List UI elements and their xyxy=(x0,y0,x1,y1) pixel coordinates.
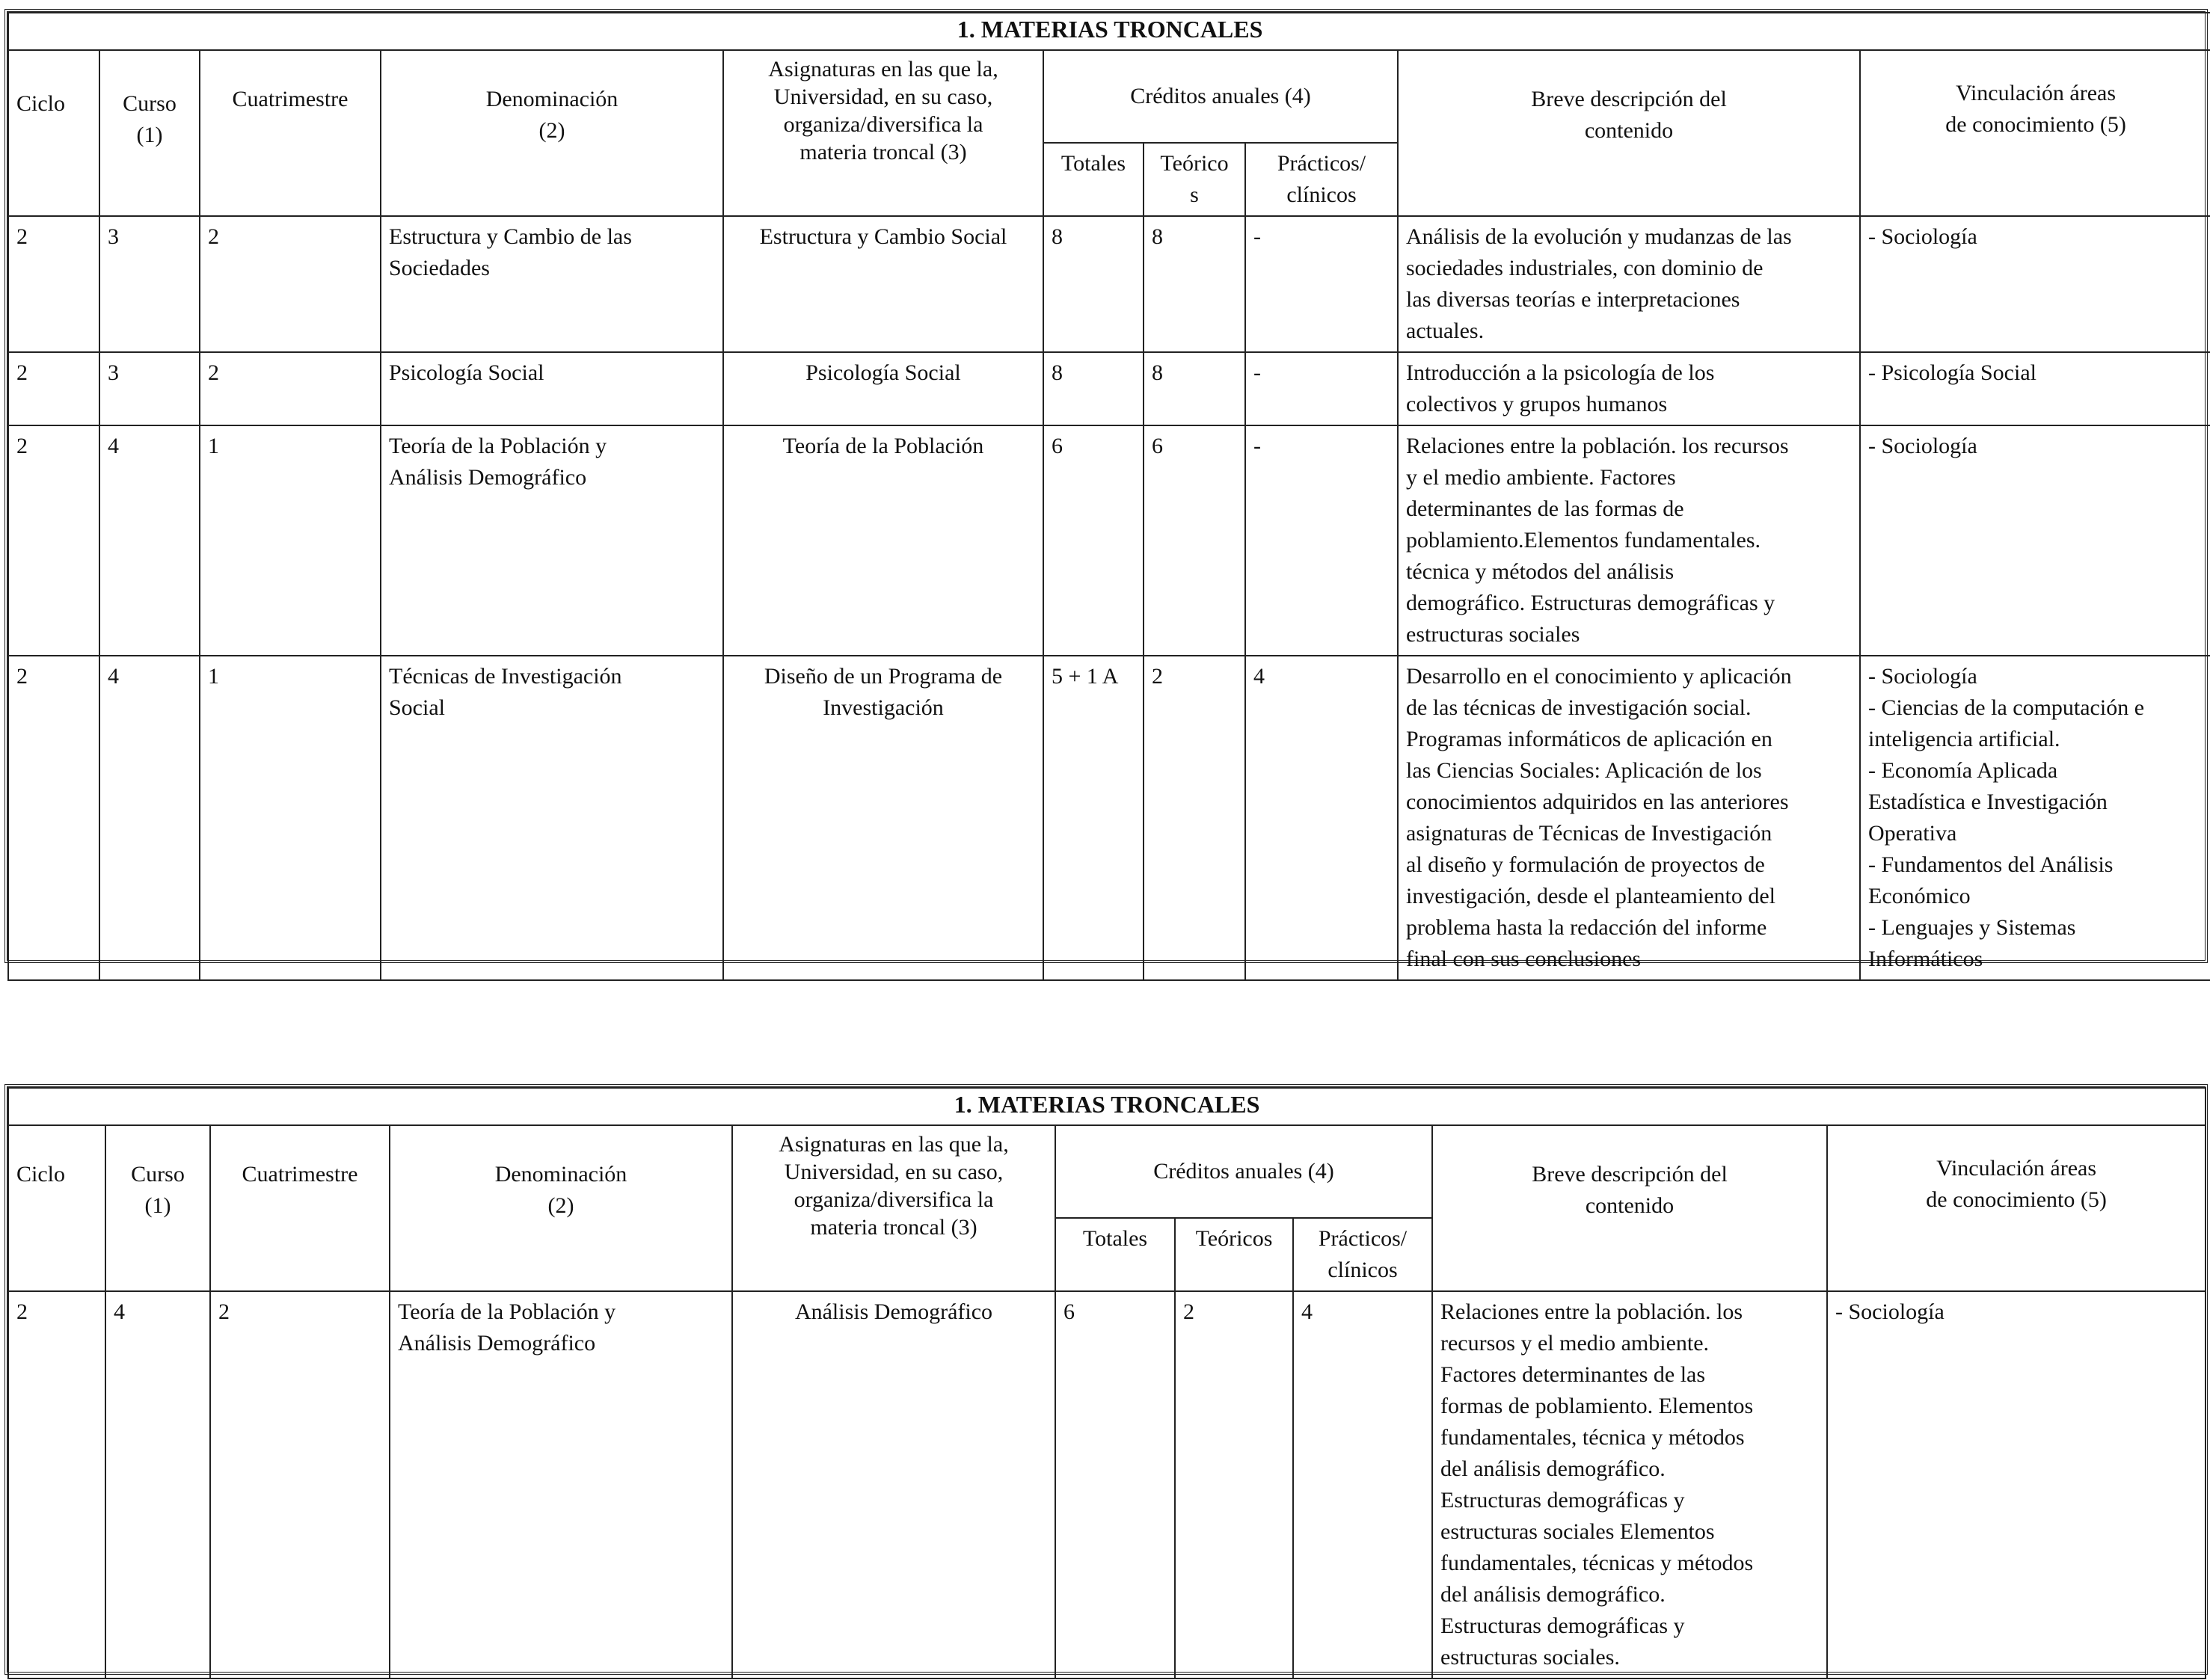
cell-cuatrimestre: 1 xyxy=(200,656,381,980)
cell-teoricos: 2 xyxy=(1144,656,1245,980)
cell-practicos: - xyxy=(1245,425,1398,656)
table-title: 1. MATERIAS TRONCALES xyxy=(8,13,2210,50)
cell-ciclo: 2 xyxy=(8,656,99,980)
header-creditos: Créditos anuales (4) xyxy=(1043,50,1398,143)
cell-totales: 8 xyxy=(1043,216,1144,352)
cell-practicos: 4 xyxy=(1293,1291,1432,1679)
cell-denominacion: Teoría de la Población y Análisis Demográfico xyxy=(381,425,723,656)
header-curso: Curso (1) xyxy=(99,50,200,216)
header-practicos: Prácticos/ clínicos xyxy=(1245,143,1398,216)
cell-cuatrimestre: 2 xyxy=(210,1291,390,1679)
cell-cuatrimestre: 2 xyxy=(200,216,381,352)
table-row xyxy=(8,352,2210,425)
cell-ciclo: 2 xyxy=(8,425,99,656)
header-asignaturas: Asignaturas en las que la, Universidad, en su caso, organiza/diversifica la materia troncal (3) xyxy=(723,50,1043,216)
cell-practicos: 4 xyxy=(1245,656,1398,980)
cell-asignatura: Psicología Social xyxy=(723,352,1043,425)
header-descripcion: Breve descripción del contenido xyxy=(1398,50,1860,216)
cell-practicos: - xyxy=(1245,216,1398,352)
cell-totales: 6 xyxy=(1055,1291,1175,1679)
materias-troncales-table-2 xyxy=(4,1084,2208,1675)
header-curso: Curso (1) xyxy=(105,1125,210,1291)
table-row xyxy=(8,656,2210,980)
header-ciclo: Ciclo xyxy=(8,50,99,216)
cell-totales: 6 xyxy=(1043,425,1144,656)
cell-practicos: - xyxy=(1245,352,1398,425)
header-vinculacion: Vinculación áreas de conocimiento (5) xyxy=(1860,50,2210,216)
cell-descripcion: Relaciones entre la población. los recursos y el medio ambiente. Factores determinantes de las formas de poblamiento. Elementos fundamentales, técnica y métodos del análisis demográfico. Estructuras demográficas y estructuras sociales Elementos fundamentales, técnicas y métodos del análisis demográfico. Estructuras demográficas y estructuras sociales. xyxy=(1432,1291,1827,1679)
cell-asignatura: Diseño de un Programa de Investigación xyxy=(723,656,1043,980)
cell-teoricos: 6 xyxy=(1144,425,1245,656)
cell-descripcion: Introducción a la psicología de los colectivos y grupos humanos xyxy=(1398,352,1860,425)
header-denominacion: Denominación (2) xyxy=(390,1125,732,1291)
cell-asignatura: Análisis Demográfico xyxy=(732,1291,1055,1679)
header-cuatrimestre: Cuatrimestre xyxy=(210,1125,390,1291)
header-creditos: Créditos anuales (4) xyxy=(1055,1125,1432,1218)
cell-denominacion: Psicología Social xyxy=(381,352,723,425)
cell-curso: 4 xyxy=(99,425,200,656)
cell-vinculacion: - Sociología - Ciencias de la computación e inteligencia artificial. - Economía Aplicada Estadística e Investigación Operativa - Fundamentos del Análisis Económico - Lenguajes y Sistemas Informáticos xyxy=(1860,656,2210,980)
cell-cuatrimestre: 2 xyxy=(200,352,381,425)
cell-ciclo: 2 xyxy=(8,216,99,352)
cell-asignatura: Teoría de la Población xyxy=(723,425,1043,656)
cell-teoricos: 8 xyxy=(1144,352,1245,425)
cell-vinculacion: - Sociología xyxy=(1827,1291,2206,1679)
cell-denominacion: Técnicas de Investigación Social xyxy=(381,656,723,980)
header-totales: Totales xyxy=(1043,143,1144,216)
cell-denominacion: Estructura y Cambio de las Sociedades xyxy=(381,216,723,352)
header-denominacion: Denominación (2) xyxy=(381,50,723,216)
header-asignaturas: Asignaturas en las que la, Universidad, en su caso, organiza/diversifica la materia troncal (3) xyxy=(732,1125,1055,1291)
header-teoricos: Teóricos xyxy=(1175,1218,1293,1291)
header-vinculacion: Vinculación áreas de conocimiento (5) xyxy=(1827,1125,2206,1291)
cell-totales: 8 xyxy=(1043,352,1144,425)
cell-cuatrimestre: 1 xyxy=(200,425,381,656)
table-row xyxy=(8,1291,2206,1679)
cell-descripcion: Relaciones entre la población. los recursos y el medio ambiente. Factores determinantes de las formas de poblamiento.Elementos fundamentales. técnica y métodos del análisis demográfico. Estructuras demográficas y estructuras sociales xyxy=(1398,425,1860,656)
table-row xyxy=(8,425,2210,656)
header-cuatrimestre: Cuatrimestre xyxy=(200,50,381,216)
cell-descripcion: Análisis de la evolución y mudanzas de las sociedades industriales, con dominio de las diversas teorías e interpretaciones actuales. xyxy=(1398,216,1860,352)
header-descripcion: Breve descripción del contenido xyxy=(1432,1125,1827,1291)
cell-denominacion: Teoría de la Población y Análisis Demográfico xyxy=(390,1291,732,1679)
cell-asignatura: Estructura y Cambio Social xyxy=(723,216,1043,352)
cell-ciclo: 2 xyxy=(8,1291,105,1679)
cell-vinculacion: - Sociología xyxy=(1860,216,2210,352)
cell-totales: 5 + 1 A xyxy=(1043,656,1144,980)
table-row xyxy=(8,216,2210,352)
materias-troncales-table-1 xyxy=(4,9,2208,971)
table-title: 1. MATERIAS TRONCALES xyxy=(8,1088,2206,1125)
cell-curso: 3 xyxy=(99,216,200,352)
cell-vinculacion: - Sociología xyxy=(1860,425,2210,656)
header-teoricos: Teórico s xyxy=(1144,143,1245,216)
cell-teoricos: 2 xyxy=(1175,1291,1293,1679)
header-ciclo: Ciclo xyxy=(8,1125,105,1291)
header-totales: Totales xyxy=(1055,1218,1175,1291)
cell-curso: 4 xyxy=(105,1291,210,1679)
cell-teoricos: 8 xyxy=(1144,216,1245,352)
cell-vinculacion: - Psicología Social xyxy=(1860,352,2210,425)
cell-descripcion: Desarrollo en el conocimiento y aplicación de las técnicas de investigación social. Programas informáticos de aplicación en las Ciencias Sociales: Aplicación de los conocimientos adquiridos en las anteriores asignaturas de Técnicas de Investigación al diseño y formulación de proyectos de investigación, desde el planteamiento del problema hasta la redacción del informe final con sus conclusiones xyxy=(1398,656,1860,980)
cell-ciclo: 2 xyxy=(8,352,99,425)
cell-curso: 4 xyxy=(99,656,200,980)
header-practicos: Prácticos/ clínicos xyxy=(1293,1218,1432,1291)
cell-curso: 3 xyxy=(99,352,200,425)
